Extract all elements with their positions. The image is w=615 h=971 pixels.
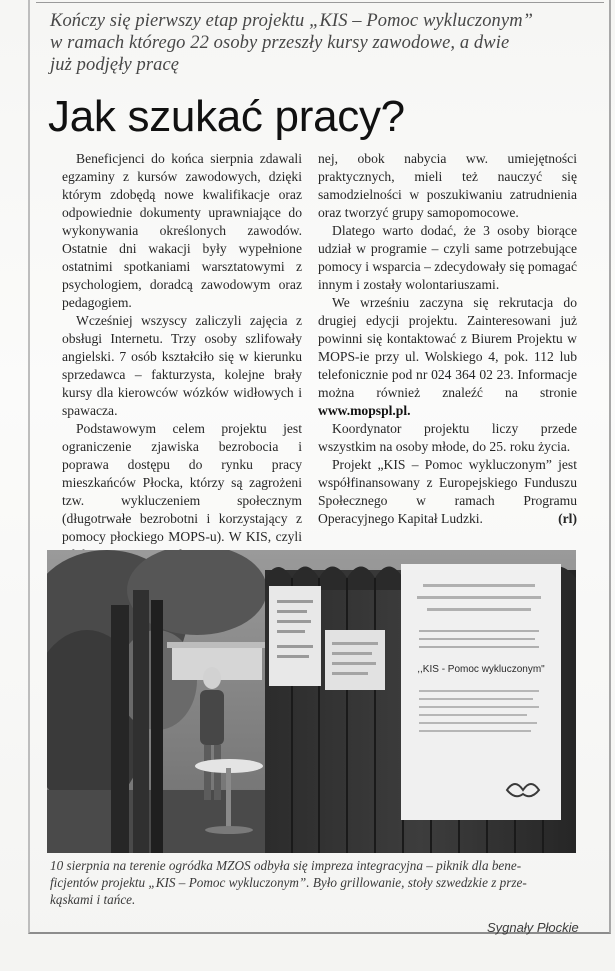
article-headline: Jak szukać pracy? xyxy=(48,92,405,141)
paragraph: Beneficjenci do końca sierpnia zdawali egzaminy z kursów zawodowych, dzięki którym zdobędą nowe kwalifikacje oraz odpowiednie dokumenty uprawniające do wykonywania określonych zawodów. Ostatnie dni wakacji były wypełnione ostatnimi spotkaniami warsztatowymi z psychologiem, doradcą zawodowym oraz pedagogiem. xyxy=(62,151,302,310)
caption-line: 10 sierpnia na terenie ogródka MZOS odbyła się impreza integracyjna – piknik dla bene- xyxy=(50,858,522,873)
paragraph xyxy=(318,456,577,528)
paragraph: Podstawowym celem projektu jest ograniczenie zjawiska bezrobocia i poprawa dostępu do rynku pracy mieszkańców Płocka, którzy są zagrożeni tzw. wykluczeniem społecznym (długotrwałe bezrobotni i korzystający z pomocy płockiego MOPS-u). W KIS, czyli xyxy=(62,421,302,544)
article-photo xyxy=(47,550,576,853)
paragraph: Koordynator projektu liczy przede wszystkim na osoby młode, do 25. roku życia. xyxy=(318,421,577,454)
paragraph: Wcześniej wszyscy zaliczyli zajęcia z obsługi Internetu. Trzy osoby szlifowały angielski. 7 osób kształciło się w kierunku sprzedawca – fakturzysta, kolejne brały kursy dla kierowców wózków widłowych i spawacza. xyxy=(62,313,302,418)
right-column xyxy=(318,150,577,528)
website-link[interactable]: www.mopspl.pl. xyxy=(318,403,411,418)
author-signature: (rl) xyxy=(558,511,577,526)
caption-line: kąskami i tańce. xyxy=(50,892,136,907)
poster-title: ,,KIS - Pomoc wykluczonym" xyxy=(417,664,545,675)
photo-illustration xyxy=(47,550,576,853)
paragraph-continuation: nej, obok nabycia ww. umiejętności praktycznych, mieli też nauczyć się samodzielności w poszukiwaniu zatrudnienia oraz tworzyć grupy samopomocowe. xyxy=(318,151,577,220)
caption-line: ficjentów projektu „KIS – Pomoc wykluczonym”. Było grillowanie, stoły szwedzkie z prze- xyxy=(50,875,527,890)
paragraph: Dlatego warto dodać, że 3 osoby biorące udział w programie – czyli same potrzebujące pomocy i wsparcia – zdecydowały się pomagać innym i zostały wolontariuszami. xyxy=(318,223,577,292)
photo-caption xyxy=(50,857,580,908)
funding-text: Projekt „KIS – Pomoc wykluczonym” jest współfinansowany z Europejskiego Funduszu Społecznego w ramach Programu Operacyjnego Kapitał Ludzki. xyxy=(318,457,577,526)
paragraph xyxy=(318,294,577,420)
left-column xyxy=(62,150,302,564)
recruitment-text: We wrześniu zaczyna się rekrutacja do drugiej edycji projektu. Zainteresowani już powinni się kontaktować z Biurem Projektu w MOPS-ie przy ul. Wolskiego 4, pok. 112 lub telefonicznie pod nr 024 364 02 23. Informacje można również znaleźć na stronie xyxy=(318,295,577,400)
lead-line: Kończy się pierwszy etap projektu „KIS – Pomoc wykluczonym” xyxy=(50,11,534,31)
publication-name: Sygnały Płockie xyxy=(487,920,579,935)
article-lead xyxy=(50,10,590,76)
frame-top-rule xyxy=(36,2,604,3)
lead-line: w ramach którego 22 osoby przeszły kursy zawodowe, a dwie xyxy=(50,33,510,53)
lead-line: już podjęły pracę xyxy=(50,55,180,75)
